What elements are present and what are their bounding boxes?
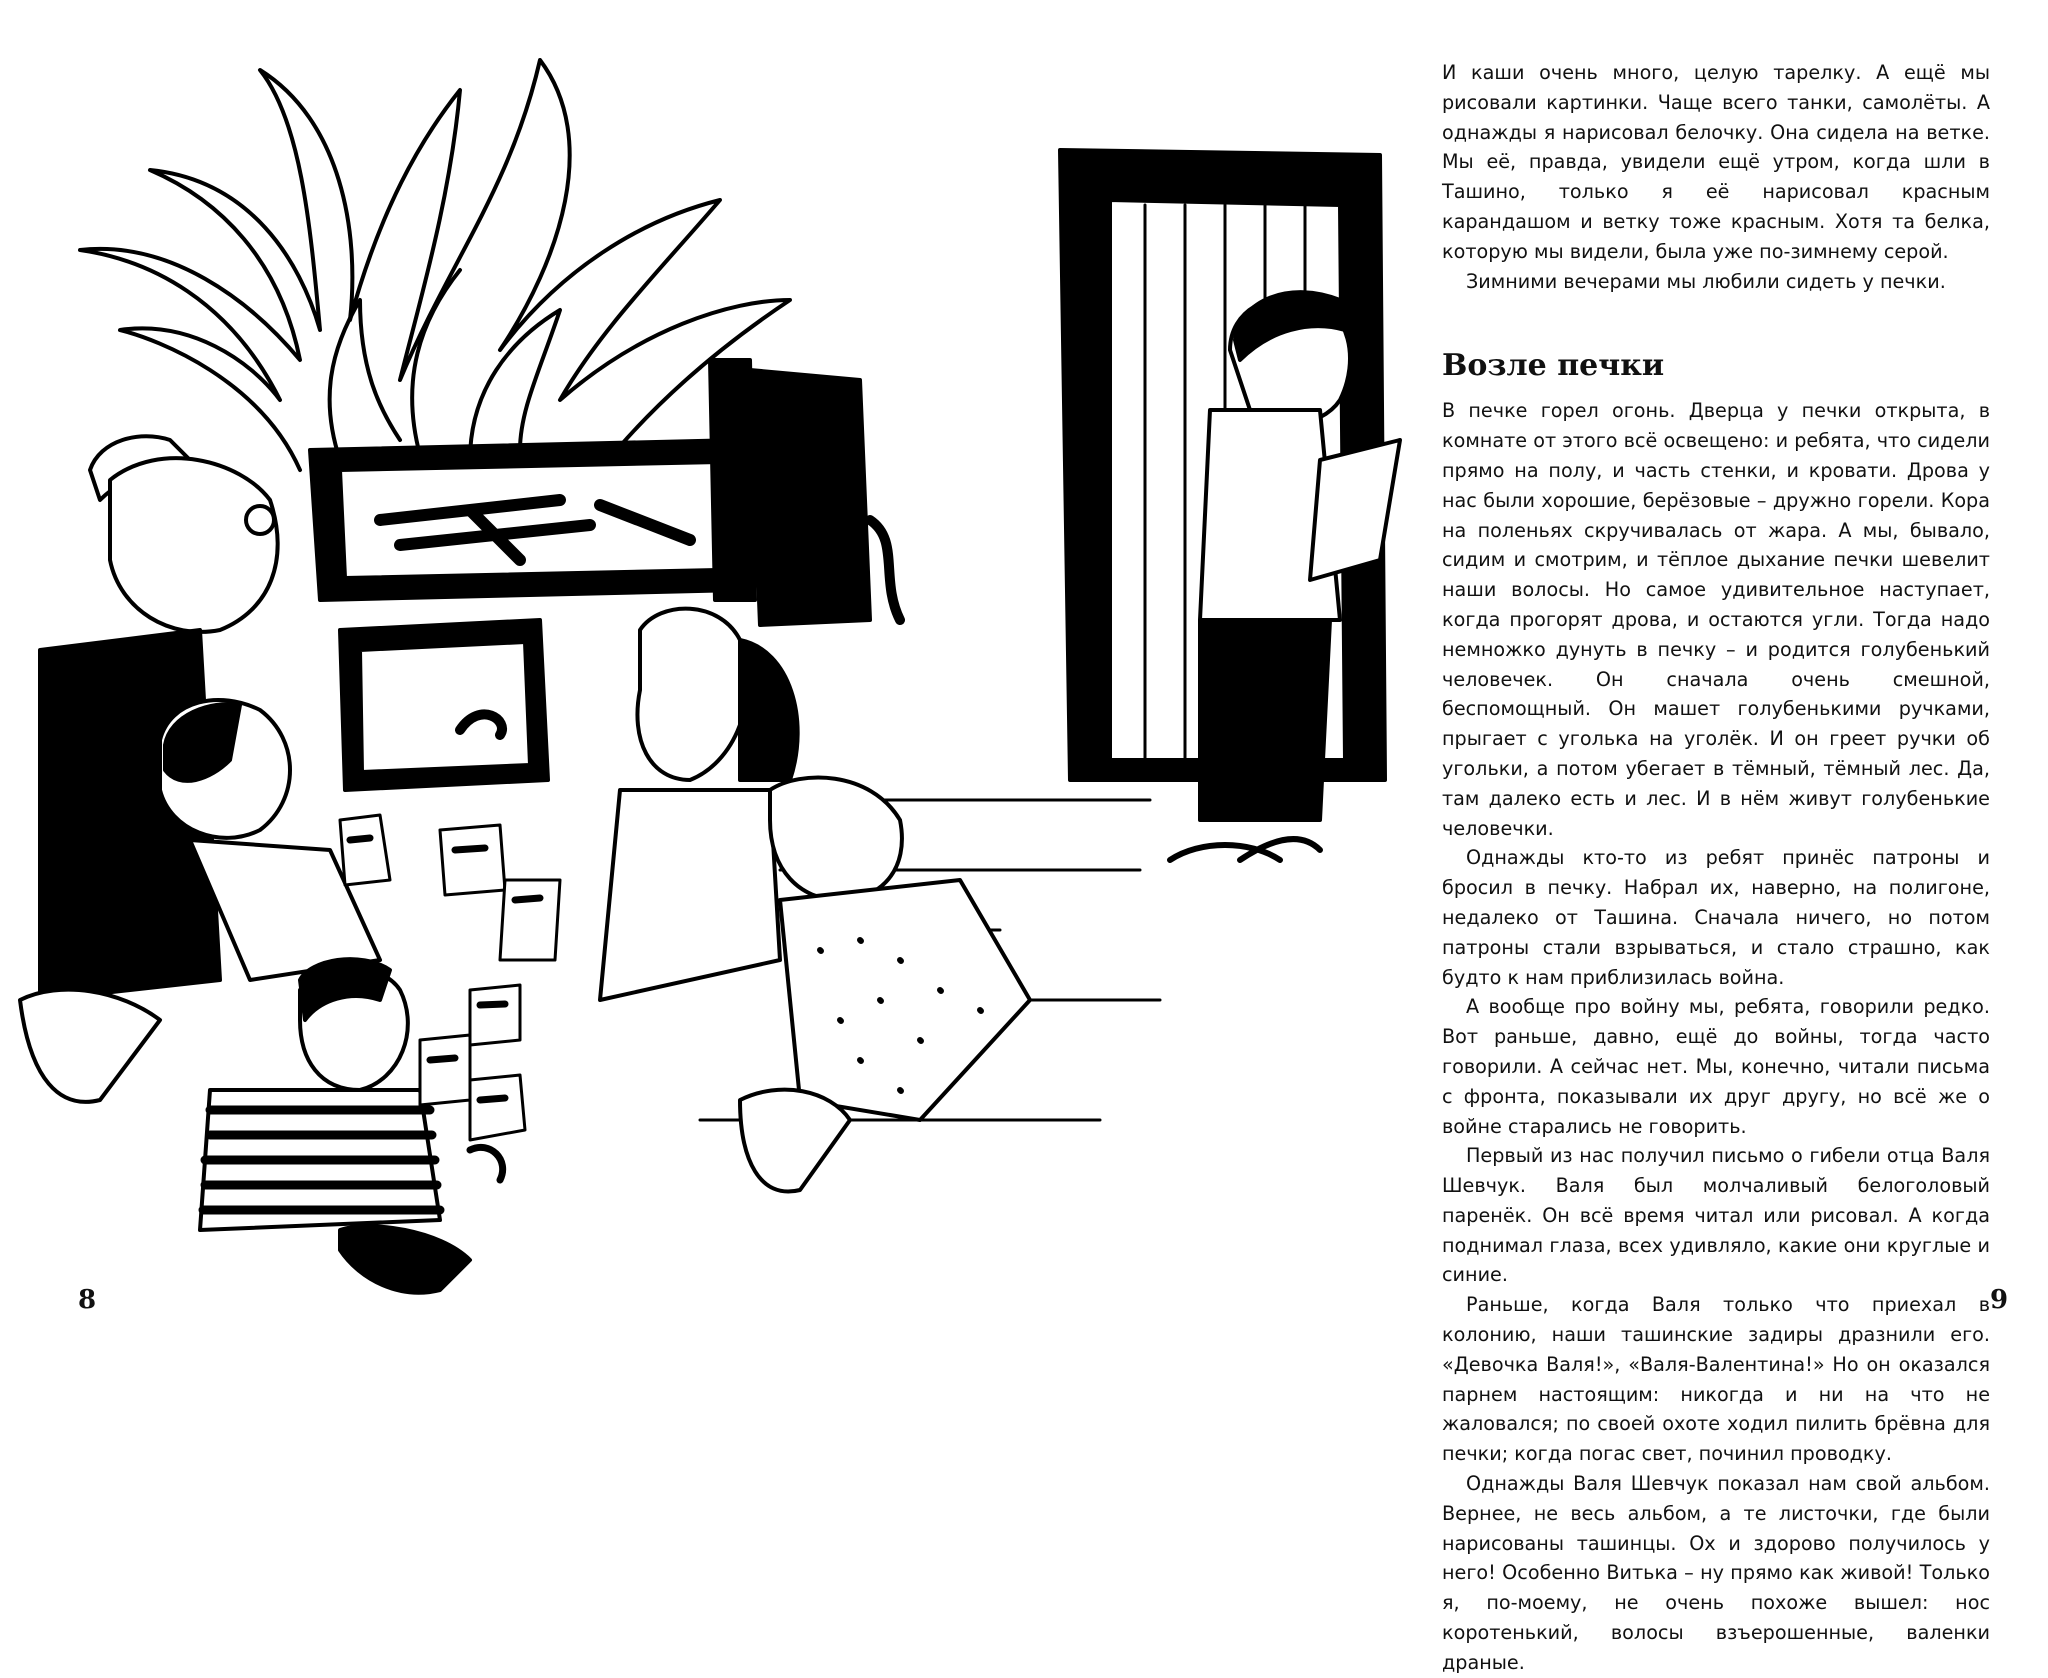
paragraph-1: И каши очень много, целую тарелку. А ещё мы рисовали картинки. Чаще всего танки, самолёты. А однажды я нарисовал белочку. Она сидела на ветке. Мы её, правда, увидели ещё утром, когда шли в Ташино, только я её нарисовал красным карандашом и ветку тоже красным. Хотя та белка, которую мы видели, была уже по-зимнему серой. [1442, 61, 1990, 263]
fire-flames [80, 60, 790, 470]
paragraph-6: Первый из нас получил письмо о гибели отца Валя Шевчук. Валя был молчаливый белоголовый паренёк. Он всё время читал или рисовал. А когда поднимал глаза, всех удивляло, какие они круглые и синие. [1442, 1144, 1990, 1287]
paragraph-5: А вообще про войну мы, ребята, говорили редко. Вот раньше, давно, ещё до войны, тогда часто говорили. А сейчас нет. Мы, конечно, читали письма с фронта, показывали их друг другу, но всё же о войне старались не говорить. [1442, 995, 1990, 1138]
paragraph-3: В печке горел огонь. Дверца у печки открыта, в комнате от этого всё освещено: и ребята, что сидели прямо на полу, и часть стенки, и кровати. Дрова у нас были хорошие, берёзовые – дружно горели. Кора на поленьях скручивалась от жара. А мы, бывало, сидим и смотрим, и тёплое дыхание печки шевелит наши волосы. Но самое удивительное наступает, когда прогорят дрова, и остаются угли. Тогда надо немножко дунуть в печку – и родится голубенький человечек. Он сначала очень смешной, беспомощный. Он машет голубенькими ручками, прыгает с уголька на уголёк. И он греет ручки об угольки, а потом убегает в тёмный, тёмный лес. Да, там далеко есть и лес. И в нём живут голубенькие человечки. [1442, 399, 1990, 840]
paragraph-8: Однажды Валя Шевчук показал нам свой альбом. Вернее, не весь альбом, а те листочки, где были нарисованы ташинцы. Ох и здорово получилось у него! Особенно Витька – ну прямо как живой! Только я, по-моему, не очень похоже вышел: нос коротенький, волосы взъерошенные, валенки драные. [1442, 1472, 1990, 1674]
child-dotted [740, 778, 1030, 1192]
right-page-text [1442, 58, 1990, 1678]
paragraph-4: Однажды кто-то из ребят принёс патроны и бросил в печку. Набрал их, наверно, на полигоне, недалеко от Ташина. Сначала ничего, но потом патроны стали взрываться, и стало страшно, как будто к нам приблизилась война. [1442, 846, 1990, 989]
page-number-right: 9 [1990, 1285, 2009, 1315]
section-title: Возле печки [1442, 348, 1665, 384]
page-number-left: 8 [78, 1285, 97, 1315]
stove [310, 360, 900, 790]
paragraph-7: Раньше, когда Валя только что приехал в колонию, наши ташинские задиры дразнили его. «Девочка Валя!», «Валя-Валентина!» Но он оказался парнем настоящим: никогда и ни на что не жаловался; по своей охоте ходил пилить брёвна для печки; когда погас свет, починил проводку. [1442, 1293, 1990, 1466]
paragraph-2: Зимними вечерами мы любили сидеть у печки. [1466, 269, 1946, 293]
child-striped [200, 959, 503, 1293]
